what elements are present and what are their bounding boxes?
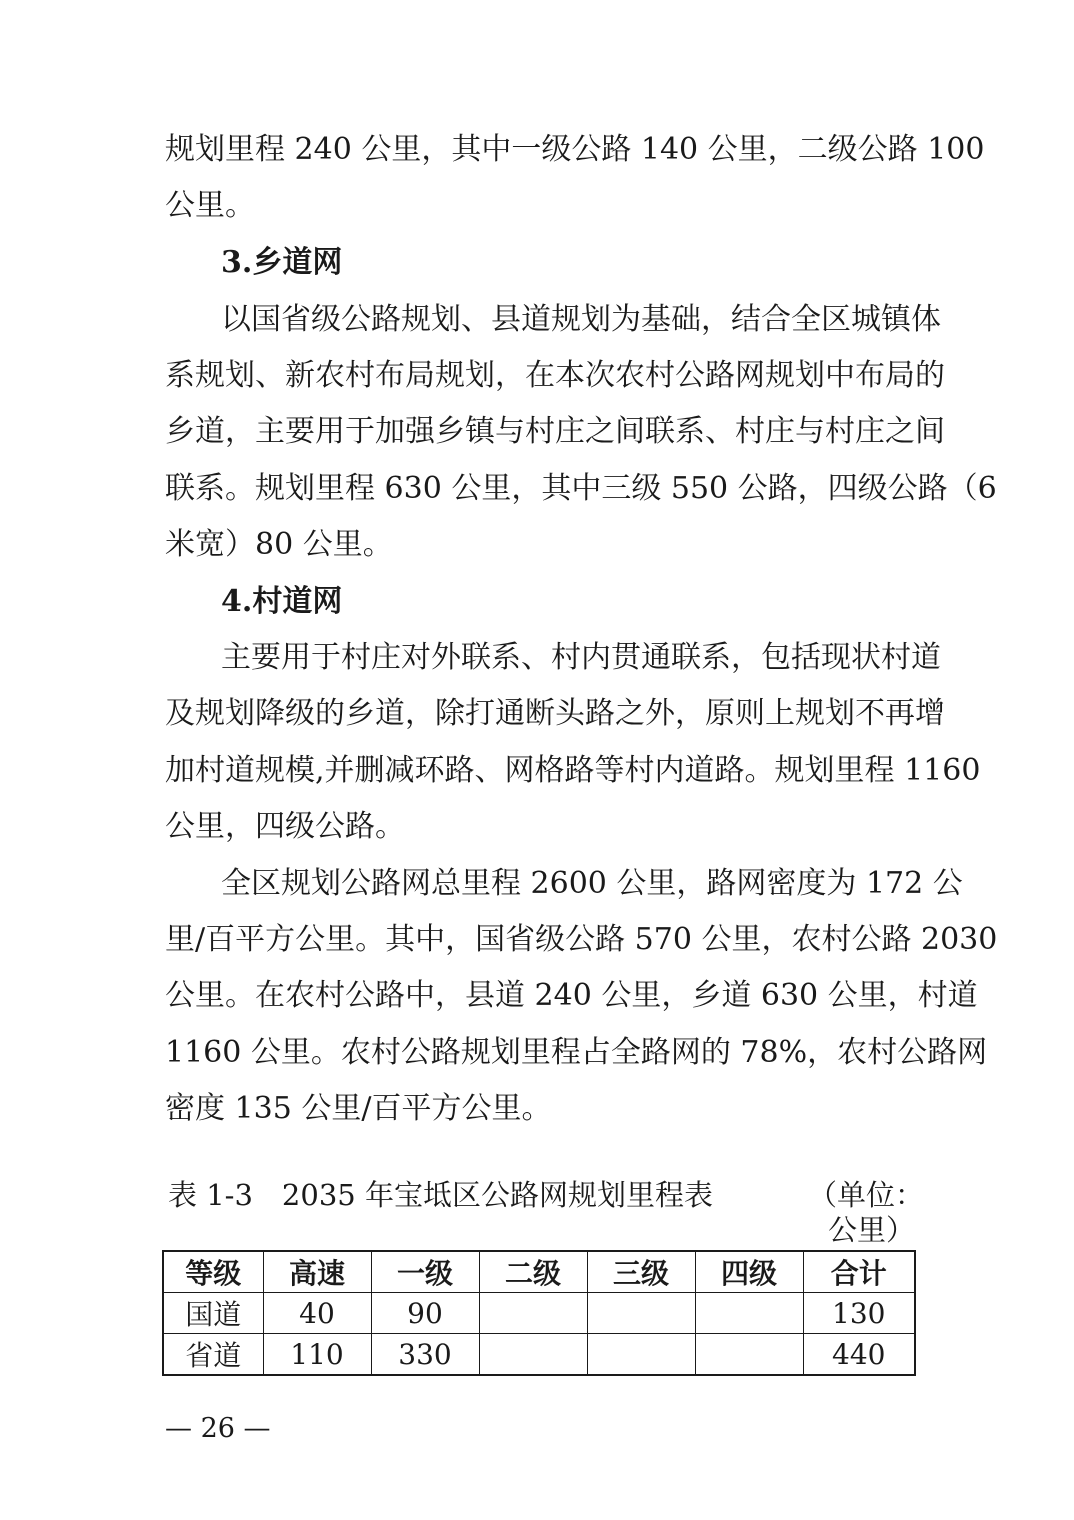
section-heading-township-roads: 3.乡道网 [221,245,343,280]
column-header-total: 合计 [803,1251,915,1293]
paragraph-line: 联系。规划里程 630 公里，其中三级 550 公路，四级公路（6 [165,471,997,506]
table-cell [695,1293,803,1334]
paragraph-line: 公里。 [165,188,255,223]
table-cell: 110 [263,1334,371,1376]
paragraph-line: 公里。在农村公路中，县道 240 公里，乡道 630 公里，村道 [165,978,978,1013]
table-unit-label: （单位： [808,1178,925,1212]
paragraph-line: 公里，四级公路。 [165,809,405,844]
paragraph-line: 及规划降级的乡道，除打通断头路之外，原则上规划不再增 [165,696,945,731]
column-header-expressway: 高速 [263,1251,371,1293]
table-cell: 40 [263,1293,371,1334]
table-cell [695,1334,803,1376]
column-header-class-1: 一级 [371,1251,479,1293]
paragraph-line: 全区规划公路网总里程 2600 公里，路网密度为 172 公 [221,866,963,901]
paragraph-line: 以国省级公路规划、县道规划为基础，结合全区城镇体 [221,302,941,337]
column-header-class-4: 四级 [695,1251,803,1293]
table-cell: 国道 [163,1293,263,1334]
table-cell: 440 [803,1334,915,1376]
table-cell [479,1293,587,1334]
table-caption: 表 1-3 2035 年宝坻区公路网规划里程表 [168,1178,713,1212]
paragraph-line: 加村道规模,并删减环路、网格路等村内道路。规划里程 1160 [165,753,981,788]
paragraph-line: 里/百平方公里。其中，国省级公路 570 公里，农村公路 2030 [165,922,998,957]
table-row-national-road [163,1293,915,1334]
paragraph-line: 乡道，主要用于加强乡镇与村庄之间联系、村庄与村庄之间 [165,414,945,449]
table-cell: 130 [803,1293,915,1334]
road-mileage-table [162,1250,916,1376]
column-header-class-3: 三级 [587,1251,695,1293]
paragraph-line: 米宽）80 公里。 [165,527,393,562]
table-cell: 90 [371,1293,479,1334]
paragraph-line: 密度 135 公里/百平方公里。 [165,1091,552,1126]
paragraph-line: 规划里程 240 公里，其中一级公路 140 公里，二级公路 100 [165,132,985,167]
column-header-class-2: 二级 [479,1251,587,1293]
table-cell [587,1293,695,1334]
table-row-provincial-road [163,1334,915,1376]
table-cell: 省道 [163,1334,263,1376]
column-header-grade: 等级 [163,1251,263,1293]
page-number: — 26 — [165,1413,271,1444]
table-header-row [163,1251,915,1293]
paragraph-line: 系规划、新农村布局规划，在本次农村公路网规划中布局的 [165,358,945,393]
table-cell: 330 [371,1334,479,1376]
table-cell [587,1334,695,1376]
section-heading-village-roads: 4.村道网 [221,584,343,619]
table-unit-label-cont: 公里） [828,1213,916,1247]
paragraph-line: 主要用于村庄对外联系、村内贯通联系，包括现状村道 [221,640,941,675]
table-cell [479,1334,587,1376]
paragraph-line: 1160 公里。农村公路规划里程占全路网的 78%，农村公路网 [165,1035,988,1070]
